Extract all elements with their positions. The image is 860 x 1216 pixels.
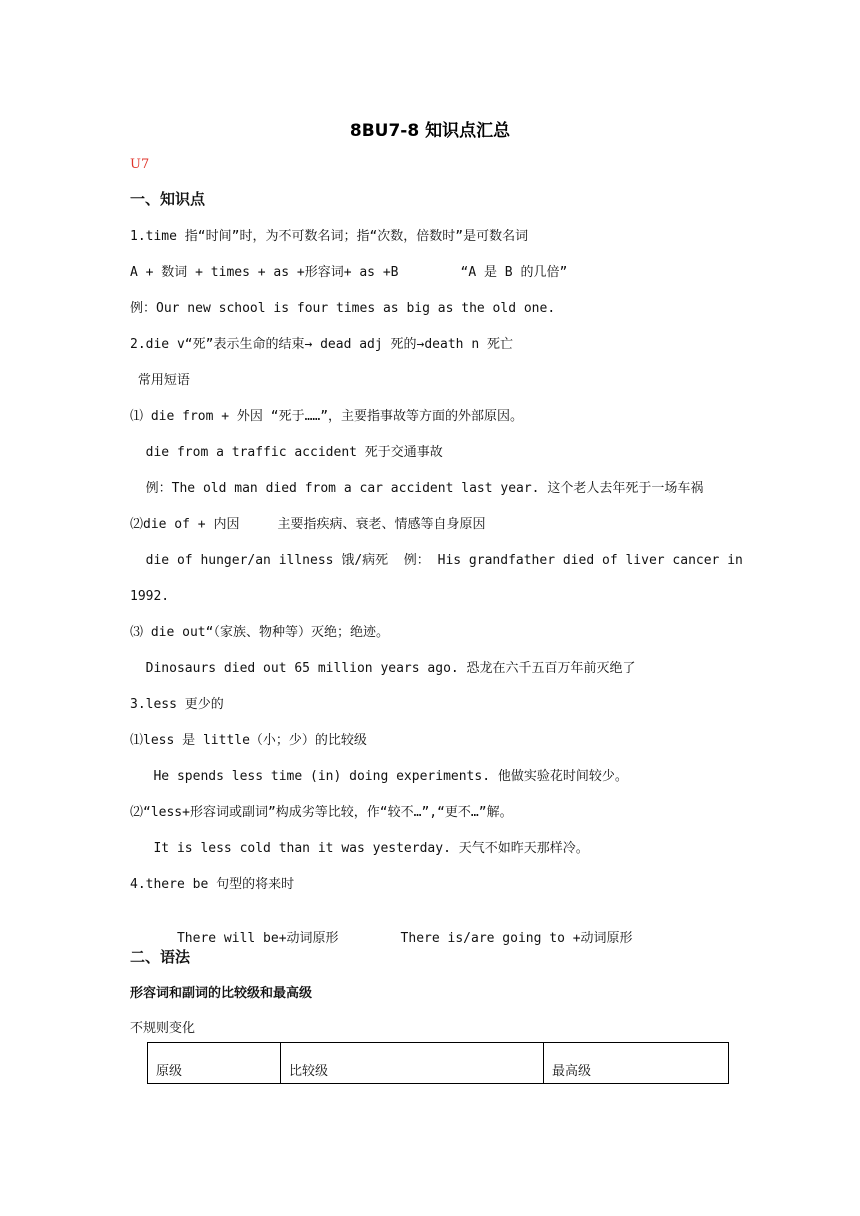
text-line: [130, 516, 485, 534]
irregular-forms-table: [147, 1042, 729, 1084]
unit-label: U7: [130, 157, 150, 172]
text-line: ⑶ die out“（家族、物种等）灭绝；绝迹。: [130, 625, 389, 640]
text-line: ⑵“less+形容词或副词”构成劣等比较，作“较不…”,“更不…”解。: [130, 805, 513, 820]
phrase: ⑵die of + 内因: [130, 517, 240, 532]
text-line: 例：The old man died from a car accident last year. 这个老人去年死于一场车祸: [130, 481, 704, 496]
text-line: ⑴ die from + 外因 “死于……”，主要指事故等方面的外部原因。: [130, 409, 524, 424]
formula-meaning: “A 是 B 的几倍”: [460, 265, 568, 280]
header-superlative: 最高级: [544, 1043, 729, 1084]
text-line: 4.there be 句型的将来时: [130, 877, 295, 892]
pattern-going-to: There is/are going to +动词原形: [400, 931, 633, 946]
text-line: 1992.: [130, 589, 170, 604]
pattern-will: There will be+动词原形: [161, 931, 339, 946]
text-line: 常用短语: [130, 373, 190, 388]
grammar-subtitle: 形容词和副词的比较级和最高级: [130, 986, 313, 1001]
text-line: die from a traffic accident 死于交通事故: [130, 445, 443, 460]
table-row: [148, 1043, 729, 1084]
section-heading-grammar: 二、语法: [130, 948, 191, 966]
text-line: ⑴less 是 little（小；少）的比较级: [130, 733, 367, 748]
header-comparative: 比较级: [281, 1043, 544, 1084]
text-line: 3.less 更少的: [130, 697, 224, 712]
text-line: [130, 912, 633, 966]
text-line: die of hunger/an illness 饿/病死 例： His grandfather died of liver cancer in: [130, 553, 743, 568]
text-line: [130, 264, 567, 282]
text-line: 2.die v“死”表示生命的结束→ dead adj 死的→death n 死亡: [130, 337, 513, 352]
formula: A + 数词 + times + as +形容词+ as +B: [130, 265, 399, 280]
section-heading-knowledge: 一、知识点: [130, 190, 206, 208]
text-line: 1.time 指“时间”时，为不可数名词；指“次数，倍数时”是可数名词: [130, 229, 529, 244]
page-title: 8BU7-8 知识点汇总: [349, 121, 511, 141]
irregular-label: 不规则变化: [130, 1021, 196, 1036]
phrase-meaning: 主要指疾病、衰老、情感等自身原因: [277, 517, 486, 532]
text-line: It is less cold than it was yesterday. 天气不如昨天那样冷。: [130, 841, 589, 856]
header-base-form: 原级: [148, 1043, 281, 1084]
text-line: 例：Our new school is four times as big as the old one.: [130, 301, 556, 316]
text-line: He spends less time (in) doing experiments. 他做实验花时间较少。: [130, 769, 628, 784]
text-line: Dinosaurs died out 65 million years ago. 恐龙在六千五百万年前灭绝了: [130, 661, 636, 676]
